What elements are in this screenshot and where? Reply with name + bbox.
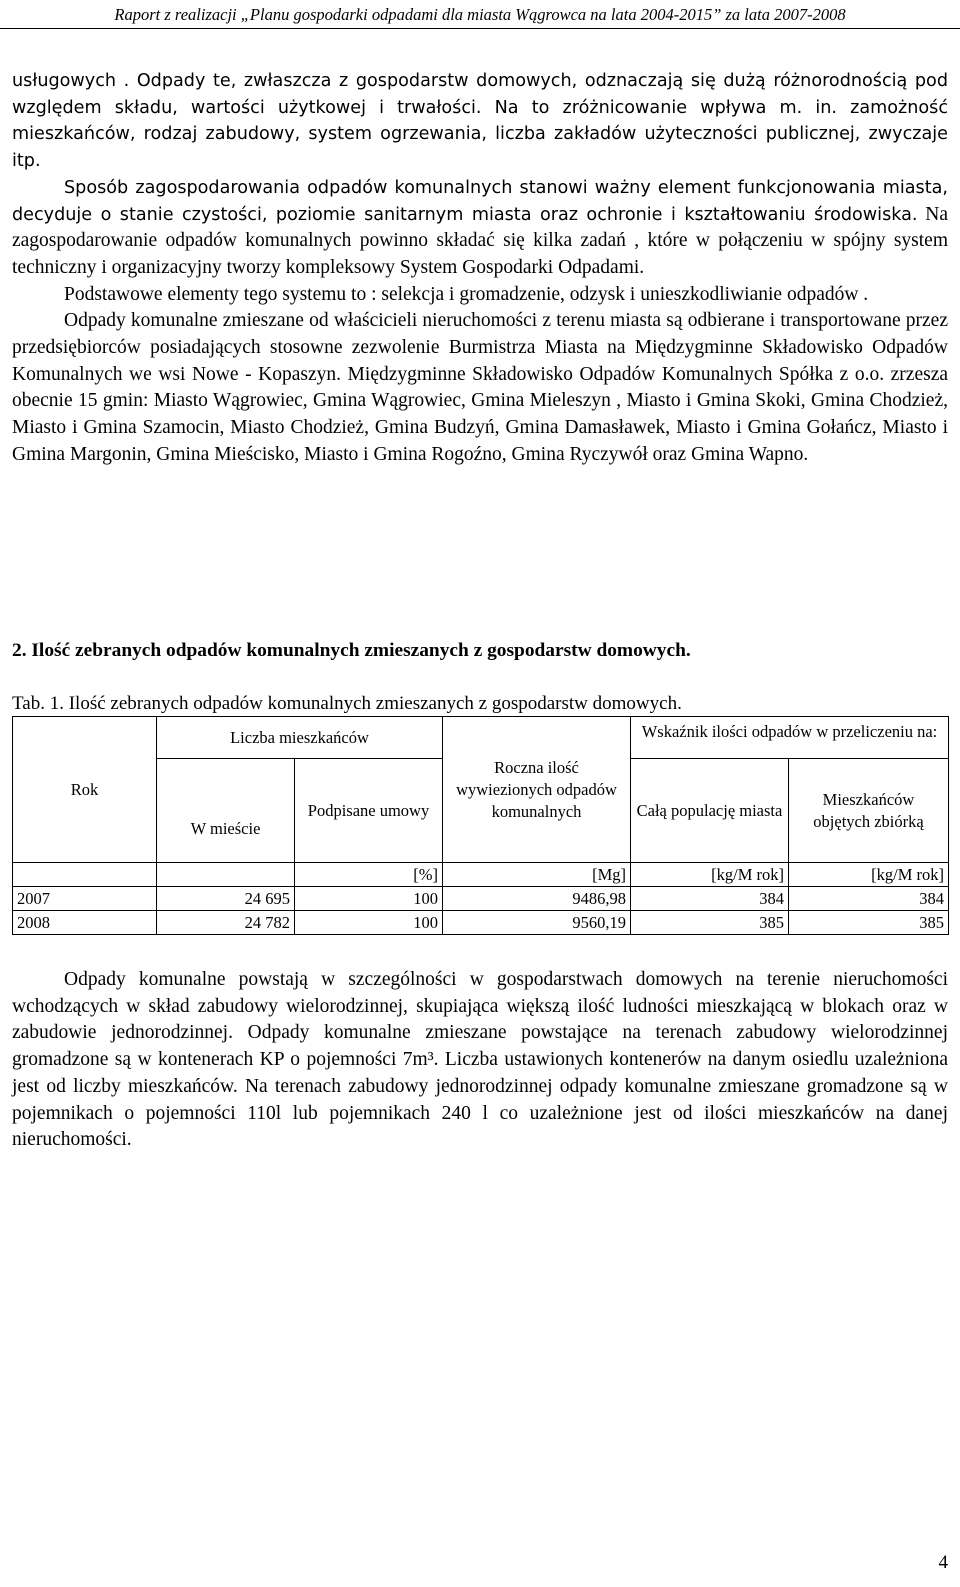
cell-mieszk: 384 [789, 887, 949, 911]
paragraph-2-sans: Sposób zagospodarowania odpadów komunalnych stanowi ważny element funkcjonowania miasta, decyduje o stanie czystości, poziomie sanitarnym miasta oraz ochronie i kształtowaniu środowiska. [12, 177, 948, 225]
table-caption: Tab. 1. Ilość zebranych odpadów komunalnych zmieszanych z gospodarstw domowych. [12, 693, 682, 714]
header-cala-populacje: Całą populację miasta [631, 759, 789, 863]
cell-mieszk: 385 [789, 911, 949, 935]
cell-rok: 2007 [13, 887, 157, 911]
cell-umowy: 100 [295, 911, 443, 935]
unit-kg-mieszkancy: [kg/M rok] [789, 863, 949, 887]
paragraph-2-serif: Na zagospodarowanie odpadów komunalnych powinno składać się kilka zadań , które w połączeniu w spójny system techniczny i organizacyjny tworzy kompleksowy System Gospodarki Odpadami. [12, 203, 948, 278]
page-number: 4 [938, 1552, 948, 1573]
cell-ilosc: 9486,98 [443, 887, 631, 911]
unit-empty-1 [13, 863, 157, 887]
cell-cala: 385 [631, 911, 789, 935]
paragraph-3: Podstawowe elementy tego systemu to : selekcja i gromadzenie, odzysk i unieszkodliwianie odpadów . [64, 283, 869, 305]
header-liczba-mieszkancow: Liczba mieszkańców [157, 717, 443, 759]
header-rok: Rok [13, 717, 157, 863]
header-roczna-ilosc: Roczna ilość wywiezionych odpadów komunalnych [443, 717, 631, 863]
unit-mg: [Mg] [443, 863, 631, 887]
cell-cala: 384 [631, 887, 789, 911]
header-mieszkancow-objetych: Mieszkańców objętych zbiórką [789, 759, 949, 863]
paragraph-2 [12, 175, 948, 282]
unit-procent: [%] [295, 863, 443, 887]
section-heading: 2. Ilość zebranych odpadów komunalnych zmieszanych z gospodarstw domowych. [12, 640, 691, 661]
paragraph-1: usługowych . Odpady te, zwłaszcza z gospodarstw domowych, odznaczają się dużą różnorodnością pod względem składu, wartości użytkowej i trwałości. Na to zróżnicowanie wpływa m. in. zamożność mieszkańców, rodzaj zabudowy, system ogrzewania, liczba zakładów użyteczności publicznej, zwyczaje itp. [12, 71, 948, 172]
body-text-top [12, 68, 948, 469]
header-w-miescie: W mieście [157, 759, 295, 863]
cell-w-miescie: 24 782 [157, 911, 295, 935]
header-podpisane-umowy: Podpisane umowy [295, 759, 443, 863]
cell-umowy: 100 [295, 887, 443, 911]
unit-empty-2 [157, 863, 295, 887]
waste-table [12, 716, 949, 935]
paragraph-4: Odpady komunalne zmieszane od właścicieli nieruchomości z terenu miasta są odbierane i transportowane przez przedsiębiorców posiadających stosowne zezwolenie Burmistrza Miasta na Międzygminne Składowisko Odpadów Komunalnych we wsi Nowe - Kopaszyn. Międzygminne Składowisko Odpadów Komunalnych Spółka z o.o. zrzesza obecnie 15 gmin: Miasto Wągrowiec, Gmina Wągrowiec, Gmina Mieleszyn , Miasto i Gmina Skoki, Gmina Chodzież, Miasto i Gmina Szamocin, Miasto Chodzież, Gmina Budzyń, Gmina Damasławek, Miasto i Gmina Gołańcz, Miasto i Gmina Margonin, Gmina Mieścisko, Miasto i Gmina Rogoźno, Gmina Ryczywół oraz Gmina Wapno. [12, 310, 948, 465]
cell-rok: 2008 [13, 911, 157, 935]
unit-kg-populacja: [kg/M rok] [631, 863, 789, 887]
table-row [13, 887, 949, 911]
header-wskaznik: Wskaźnik ilości odpadów w przeliczeniu na: [631, 717, 949, 759]
running-header: Raport z realizacji „Planu gospodarki odpadami dla miasta Wągrowca na lata 2004-2015” za lata 2007-2008 [0, 2, 960, 29]
paragraph-5: Odpady komunalne powstają w szczególności w gospodarstwach domowych na terenie nieruchomości wchodzących w skład zabudowy wielorodzinnej, skupiająca większą ilość ludności mieszkającą w blokach oraz w zabudowie jednorodzinnej. Odpady komunalne zmieszane powstające na terenach zabudowy wielorodzinnej gromadzone są w kontenerach KP o pojemności 7m³. Liczba ustawionych kontenerów na danym osiedlu uzależniona jest od liczby mieszkańców. Na terenach zabudowy jednorodzinnej odpady komunalne zmieszane gromadzone są w pojemnikach o pojemności 110l lub pojemnikach 240 l co uzależnione jest od ilości mieszkańców na danej nieruchomości. [12, 969, 948, 1151]
cell-w-miescie: 24 695 [157, 887, 295, 911]
table-row [13, 911, 949, 935]
body-text-bottom [12, 967, 948, 1154]
cell-ilosc: 9560,19 [443, 911, 631, 935]
